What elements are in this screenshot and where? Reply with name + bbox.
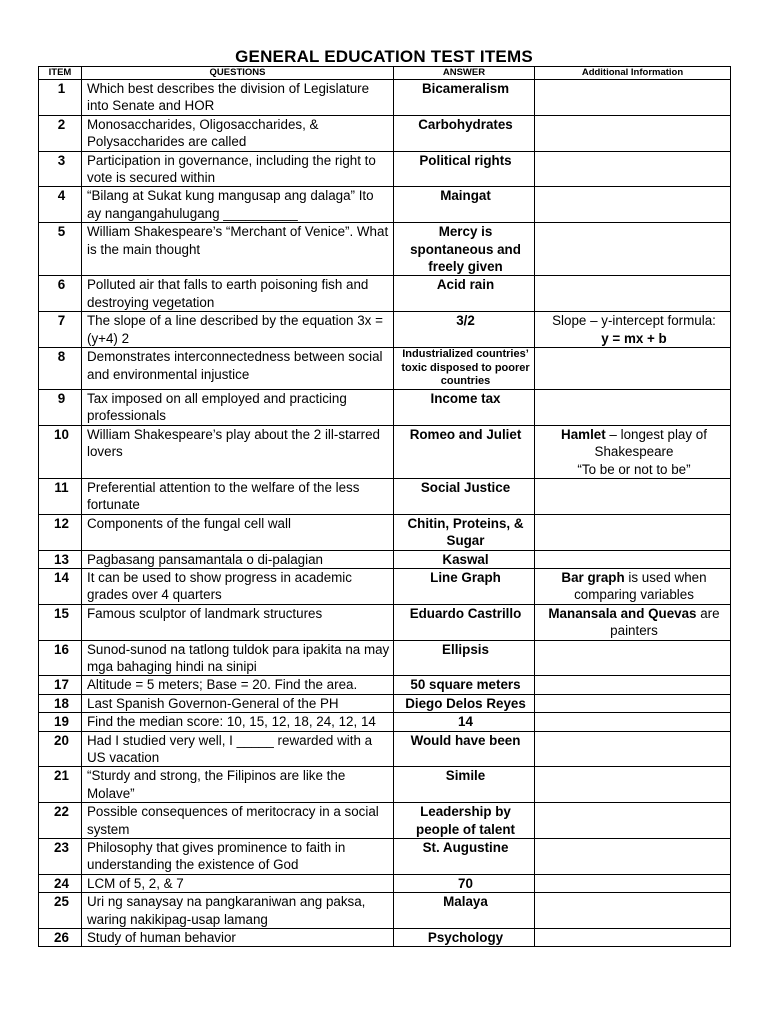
info-bold: Manansala and Quevas <box>548 605 697 621</box>
answer-cell: Social Justice <box>394 478 535 514</box>
info-cell <box>535 550 731 568</box>
info-quote: “To be or not to be” <box>577 461 691 477</box>
table-row <box>39 568 731 604</box>
item-number: 2 <box>39 115 82 151</box>
info-cell <box>535 731 731 767</box>
question-cell: Monosaccharides, Oligosaccharides, & Polysaccharides are called <box>82 115 394 151</box>
answer-cell: 3/2 <box>394 312 535 348</box>
answer-cell: Chitin, Proteins, & Sugar <box>394 514 535 550</box>
info-cell <box>535 568 731 604</box>
table-row <box>39 676 731 694</box>
answer-cell: St. Augustine <box>394 839 535 875</box>
question-cell: William Shakespeare’s play about the 2 ill-starred lovers <box>82 425 394 478</box>
info-cell <box>535 713 731 731</box>
item-number: 3 <box>39 151 82 187</box>
table-row <box>39 151 731 187</box>
item-number: 22 <box>39 803 82 839</box>
answer-cell: Kaswal <box>394 550 535 568</box>
table-row <box>39 276 731 312</box>
table-row <box>39 80 731 116</box>
question-cell: Find the median score: 10, 15, 12, 18, 24, 12, 14 <box>82 713 394 731</box>
table-row <box>39 604 731 640</box>
header-additional-information: Additional Information <box>535 67 731 80</box>
question-cell: Sunod-sunod na tatlong tuldok para ipakita na may mga bahaging hindi na sinipi <box>82 640 394 676</box>
info-text: – longest play of Shakespeare <box>594 426 707 460</box>
table-row <box>39 839 731 875</box>
answer-cell: 50 square meters <box>394 676 535 694</box>
question-cell: Last Spanish Governon-General of the PH <box>82 694 394 712</box>
question-cell: Study of human behavior <box>82 929 394 947</box>
item-number: 19 <box>39 713 82 731</box>
item-number: 1 <box>39 80 82 116</box>
header-item: ITEM <box>39 67 82 80</box>
question-cell: William Shakespeare’s “Merchant of Venice”. What is the main thought <box>82 223 394 276</box>
question-cell: “Sturdy and strong, the Filipinos are like the Molave” <box>82 767 394 803</box>
item-number: 20 <box>39 731 82 767</box>
item-number: 10 <box>39 425 82 478</box>
table-row <box>39 223 731 276</box>
info-cell <box>535 929 731 947</box>
info-cell <box>535 640 731 676</box>
info-text: Slope – y-intercept formula: <box>552 313 716 329</box>
question-cell: The slope of a line described by the equation 3x = (y+4) 2 <box>82 312 394 348</box>
info-cell <box>535 874 731 892</box>
question-cell: Pagbasang pansamantala o di-palagian <box>82 550 394 568</box>
table-row <box>39 767 731 803</box>
table-row <box>39 115 731 151</box>
item-number: 21 <box>39 767 82 803</box>
info-cell <box>535 893 731 929</box>
info-cell <box>535 767 731 803</box>
answer-cell: Acid rain <box>394 276 535 312</box>
question-cell: Famous sculptor of landmark structures <box>82 604 394 640</box>
info-cell <box>535 604 731 640</box>
info-cell <box>535 115 731 151</box>
info-cell <box>535 187 731 223</box>
table-row <box>39 640 731 676</box>
header-questions: QUESTIONS <box>82 67 394 80</box>
answer-cell: Political rights <box>394 151 535 187</box>
question-cell: Uri ng sanaysay na pangkaraniwan ang paksa, waring nakikipag-usap lamang <box>82 893 394 929</box>
info-cell <box>535 425 731 478</box>
question-cell: Possible consequences of meritocracy in a social system <box>82 803 394 839</box>
info-cell <box>535 694 731 712</box>
item-number: 18 <box>39 694 82 712</box>
test-items-table <box>38 66 731 947</box>
question-cell: It can be used to show progress in academic grades over 4 quarters <box>82 568 394 604</box>
table-row <box>39 348 731 390</box>
answer-cell: Carbohydrates <box>394 115 535 151</box>
question-cell: “Bilang at Sukat kung mangusap ang dalaga” Ito ay nangangahulugang __________ <box>82 187 394 223</box>
question-cell: LCM of 5, 2, & 7 <box>82 874 394 892</box>
info-cell <box>535 676 731 694</box>
info-cell <box>535 276 731 312</box>
table-row <box>39 893 731 929</box>
question-cell: Tax imposed on all employed and practicing professionals <box>82 389 394 425</box>
answer-cell: Mercy is spontaneous and freely given <box>394 223 535 276</box>
item-number: 6 <box>39 276 82 312</box>
table-row <box>39 478 731 514</box>
answer-cell: Would have been <box>394 731 535 767</box>
info-bold: Hamlet <box>561 426 606 442</box>
item-number: 13 <box>39 550 82 568</box>
answer-cell: Eduardo Castrillo <box>394 604 535 640</box>
answer-cell: Bicameralism <box>394 80 535 116</box>
table-row <box>39 514 731 550</box>
item-number: 4 <box>39 187 82 223</box>
info-bold: Bar graph <box>561 569 625 585</box>
table-row <box>39 389 731 425</box>
item-number: 11 <box>39 478 82 514</box>
answer-cell: Malaya <box>394 893 535 929</box>
table-row <box>39 694 731 712</box>
answer-cell: Ellipsis <box>394 640 535 676</box>
table-row <box>39 713 731 731</box>
item-number: 24 <box>39 874 82 892</box>
info-text: are painters <box>610 605 720 639</box>
answer-cell: Leadership by people of talent <box>394 803 535 839</box>
item-number: 5 <box>39 223 82 276</box>
item-number: 14 <box>39 568 82 604</box>
info-cell <box>535 348 731 390</box>
item-number: 12 <box>39 514 82 550</box>
item-number: 15 <box>39 604 82 640</box>
page-title: GENERAL EDUCATION TEST ITEMS <box>235 47 533 66</box>
question-cell: Participation in governance, including the right to vote is secured within <box>82 151 394 187</box>
item-number: 9 <box>39 389 82 425</box>
item-number: 8 <box>39 348 82 390</box>
question-cell: Altitude = 5 meters; Base = 20. Find the area. <box>82 676 394 694</box>
question-cell: Demonstrates interconnectedness between social and environmental injustice <box>82 348 394 390</box>
answer-cell: 70 <box>394 874 535 892</box>
info-cell <box>535 803 731 839</box>
table-row <box>39 874 731 892</box>
table-row <box>39 425 731 478</box>
item-number: 7 <box>39 312 82 348</box>
table-row <box>39 550 731 568</box>
info-text: is used when comparing variables <box>574 569 707 603</box>
question-cell: Had I studied very well, I _____ rewarded with a US vacation <box>82 731 394 767</box>
info-formula: y = mx + b <box>601 330 667 346</box>
info-cell <box>535 312 731 348</box>
table-row <box>39 929 731 947</box>
info-cell <box>535 80 731 116</box>
item-number: 23 <box>39 839 82 875</box>
item-number: 25 <box>39 893 82 929</box>
item-number: 17 <box>39 676 82 694</box>
info-cell <box>535 478 731 514</box>
answer-cell: Romeo and Juliet <box>394 425 535 478</box>
table-header-row <box>39 67 731 80</box>
table-row <box>39 803 731 839</box>
answer-cell: 14 <box>394 713 535 731</box>
table-row <box>39 731 731 767</box>
question-cell: Preferential attention to the welfare of the less fortunate <box>82 478 394 514</box>
header-answer: ANSWER <box>394 67 535 80</box>
question-cell: Which best describes the division of Legislature into Senate and HOR <box>82 80 394 116</box>
question-cell: Components of the fungal cell wall <box>82 514 394 550</box>
item-number: 26 <box>39 929 82 947</box>
info-cell <box>535 389 731 425</box>
info-cell <box>535 839 731 875</box>
info-cell <box>535 514 731 550</box>
answer-cell: Psychology <box>394 929 535 947</box>
table-row <box>39 187 731 223</box>
answer-cell: Diego Delos Reyes <box>394 694 535 712</box>
question-cell: Philosophy that gives prominence to faith in understanding the existence of God <box>82 839 394 875</box>
answer-cell: Line Graph <box>394 568 535 604</box>
table-row <box>39 312 731 348</box>
answer-cell: Industrialized countries’ toxic disposed to poorer countries <box>394 348 535 390</box>
question-cell: Polluted air that falls to earth poisoning fish and destroying vegetation <box>82 276 394 312</box>
item-number: 16 <box>39 640 82 676</box>
info-cell <box>535 223 731 276</box>
answer-cell: Maingat <box>394 187 535 223</box>
answer-cell: Simile <box>394 767 535 803</box>
answer-cell: Income tax <box>394 389 535 425</box>
info-cell <box>535 151 731 187</box>
